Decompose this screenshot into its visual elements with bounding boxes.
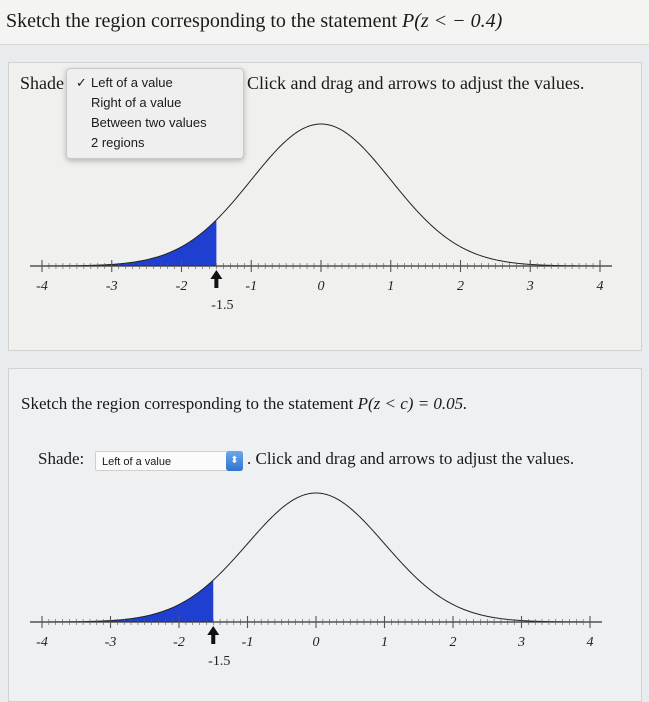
select-value: Left of a value: [102, 456, 172, 468]
menu-item-label: Left of a value: [91, 75, 173, 90]
check-icon: ✓: [76, 75, 87, 90]
tick-label-1: 2: [457, 279, 464, 294]
tick-label-1: 3: [526, 279, 534, 294]
instruction-2: . Click and drag and arrows to adjust the values.: [247, 449, 575, 468]
tick-label-2: -3: [104, 635, 117, 650]
question-1-formula: P(z < − 0.4): [402, 10, 503, 32]
menu-item-label: Between two values: [91, 115, 207, 130]
tick-label-2: 2: [449, 635, 457, 650]
marker-label-1: -1.5: [211, 298, 234, 313]
select-arrows-icon[interactable]: ⬍: [226, 451, 243, 471]
question-header: [0, 0, 649, 45]
tick-label-2: -2: [173, 635, 185, 650]
question-1-text: [6, 10, 502, 33]
shade-type-select[interactable]: [95, 451, 243, 471]
shade-type-menu[interactable]: [66, 68, 244, 159]
question-2-formula: P(z < c) = 0.05.: [357, 394, 468, 413]
shade-label-1: Shade: [20, 73, 64, 93]
up-arrow-icon: [207, 626, 219, 644]
menu-item-2-regions[interactable]: [67, 133, 243, 153]
tick-label-1: 4: [596, 279, 604, 294]
instruction-1: Click and drag and arrows to adjust the values.: [247, 73, 585, 93]
shade-label-2: Shade:: [38, 449, 85, 468]
question-2-text: [21, 394, 467, 414]
shaded-region-1: [42, 220, 216, 266]
tick-label-2: 1: [381, 635, 388, 650]
tick-label-1: 1: [387, 279, 395, 294]
value-marker-1[interactable]: [210, 270, 222, 288]
question-1-prefix: Sketch the region corresponding to the statement: [6, 10, 403, 32]
tick-label-2: 4: [586, 635, 594, 650]
tick-label-2: -1: [241, 635, 254, 650]
value-marker-2[interactable]: [207, 626, 219, 644]
menu-item-label: Right of a value: [91, 95, 182, 110]
menu-item-left-of-value[interactable]: [67, 73, 243, 93]
tick-label-2: 0: [312, 635, 320, 650]
tick-label-2: 3: [518, 635, 525, 650]
tick-label-2: -4: [36, 635, 48, 650]
tick-label-1: 0: [317, 279, 325, 294]
shaded-region-2: [42, 580, 213, 622]
up-arrow-icon: [210, 270, 222, 288]
tick-label-1: -2: [175, 279, 188, 294]
marker-label-2: -1.5: [208, 654, 231, 669]
density-curve-2: [42, 493, 590, 622]
question-2-prefix: Sketch the region corresponding to the statement: [21, 394, 358, 413]
tick-label-1: -1: [245, 279, 258, 294]
normal-curve-chart-2[interactable]: [0, 480, 649, 690]
tick-label-1: -4: [36, 279, 48, 294]
menu-item-label: 2 regions: [91, 135, 145, 150]
tick-label-1: -3: [105, 279, 118, 294]
menu-item-right-of-value[interactable]: [67, 93, 243, 113]
menu-item-between-two-values[interactable]: [67, 113, 243, 133]
